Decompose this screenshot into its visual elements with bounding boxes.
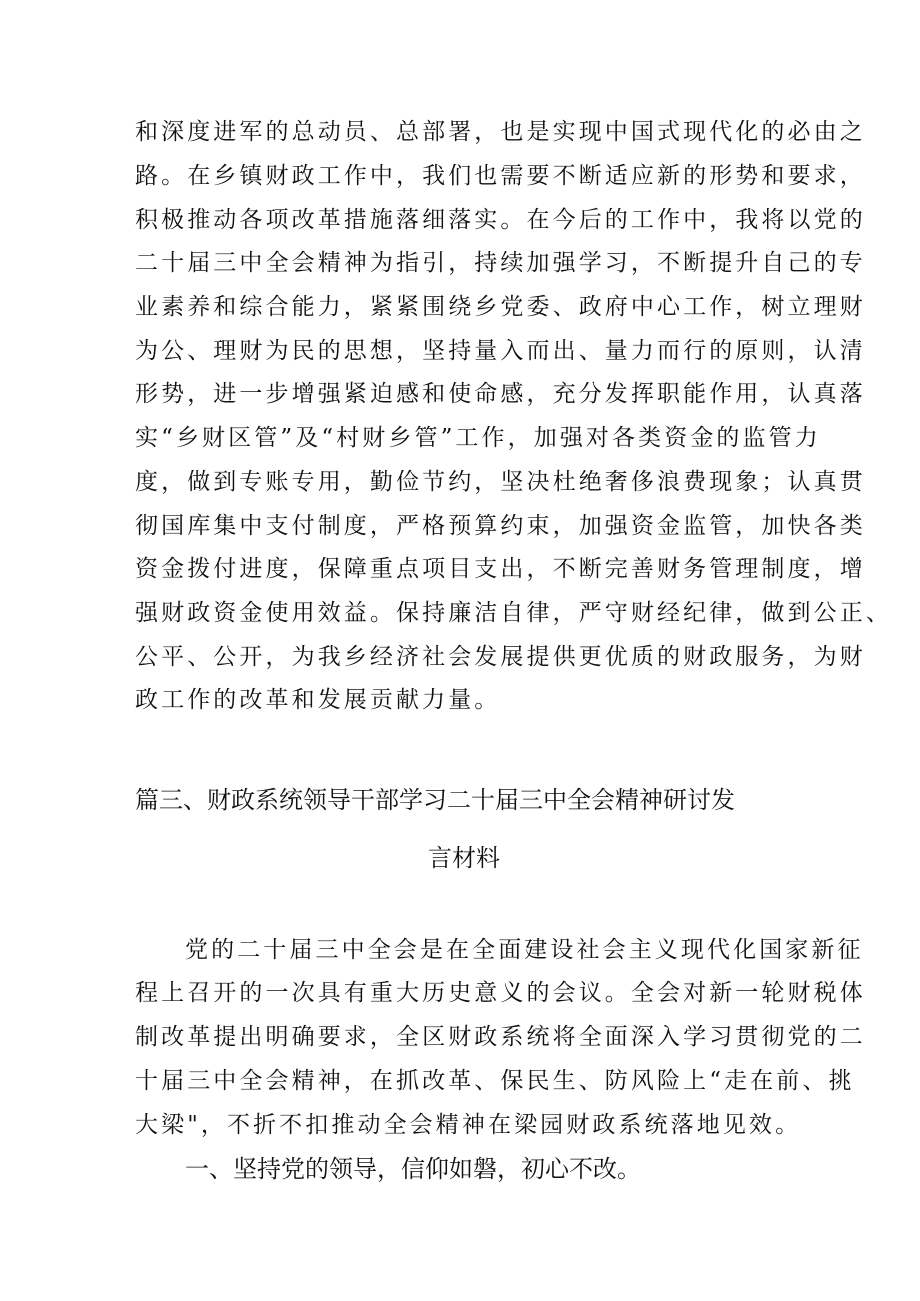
paragraph-line: 和深度进军的总动员、总部署，也是实现中国式现代化的必由之	[135, 119, 866, 145]
paragraph-line: 十届三中全会精神，在抓改革、保民生、防风险上“走在前、挑	[135, 1068, 855, 1094]
paragraph-line: 积极推动各项改革措施落细落实。在今后的工作中，我将以党的	[135, 207, 866, 233]
paragraph-line: 制改革提出明确要求，全区财政系统将全面深入学习贯彻党的二	[135, 1024, 866, 1050]
paragraph-line: 业素养和综合能力，紧紧围绕乡党委、政府中心工作，树立理财	[135, 294, 866, 320]
paragraph-line: 政工作的改革和发展贡献力量。	[135, 687, 501, 713]
paragraph-line: 路。在乡镇财政工作中，我们也需要不断适应新的形势和要求，	[135, 163, 866, 189]
paragraph-line: 程上召开的一次具有重大历史意义的会议。全会对新一轮财税体	[135, 980, 866, 1006]
paragraph-line: 为公、理财为民的思想，坚持量入而出、量力而行的原则，认清	[135, 338, 866, 364]
paragraph-line: 二十届三中全会精神为指引，持续加强学习，不断提升自己的专	[135, 250, 866, 276]
section-title-line-2: 言材料	[428, 844, 500, 872]
section-title-line-1: 篇三、财政系统领导干部学习二十届三中全会精神研讨发	[135, 786, 735, 814]
paragraph-line: 资金拨付进度，保障重点项目支出，不断完善财务管理制度，增	[135, 556, 866, 582]
paragraph-line: 党的二十届三中全会是在全面建设社会主义现代化国家新征	[185, 937, 864, 963]
paragraph-line: 实“乡财区管”及“村财乡管”工作，加强对各类资金的监管力	[135, 425, 821, 451]
paragraph-line: 形势，进一步增强紧迫感和使命感，充分发挥职能作用，认真落	[135, 381, 866, 407]
paragraph-line: 彻国库集中支付制度，严格预算约束，加强资金监管，加快各类	[135, 513, 866, 539]
subheading: 一、坚持党的领导，信仰如磐，初心不改。	[185, 1155, 641, 1183]
paragraph-line: 度，做到专账专用，勤俭节约，坚决杜绝奢侈浪费现象；认真贯	[135, 469, 866, 495]
paragraph-line: 公平、公开，为我乡经济社会发展提供更优质的财政服务，为财	[135, 644, 866, 670]
paragraph-line: 大梁"，不折不扣推动全会精神在梁园财政系统落地见效。	[135, 1112, 802, 1138]
paragraph-line: 强财政资金使用效益。保持廉洁自律，严守财经纪律，做到公正、	[135, 600, 892, 626]
